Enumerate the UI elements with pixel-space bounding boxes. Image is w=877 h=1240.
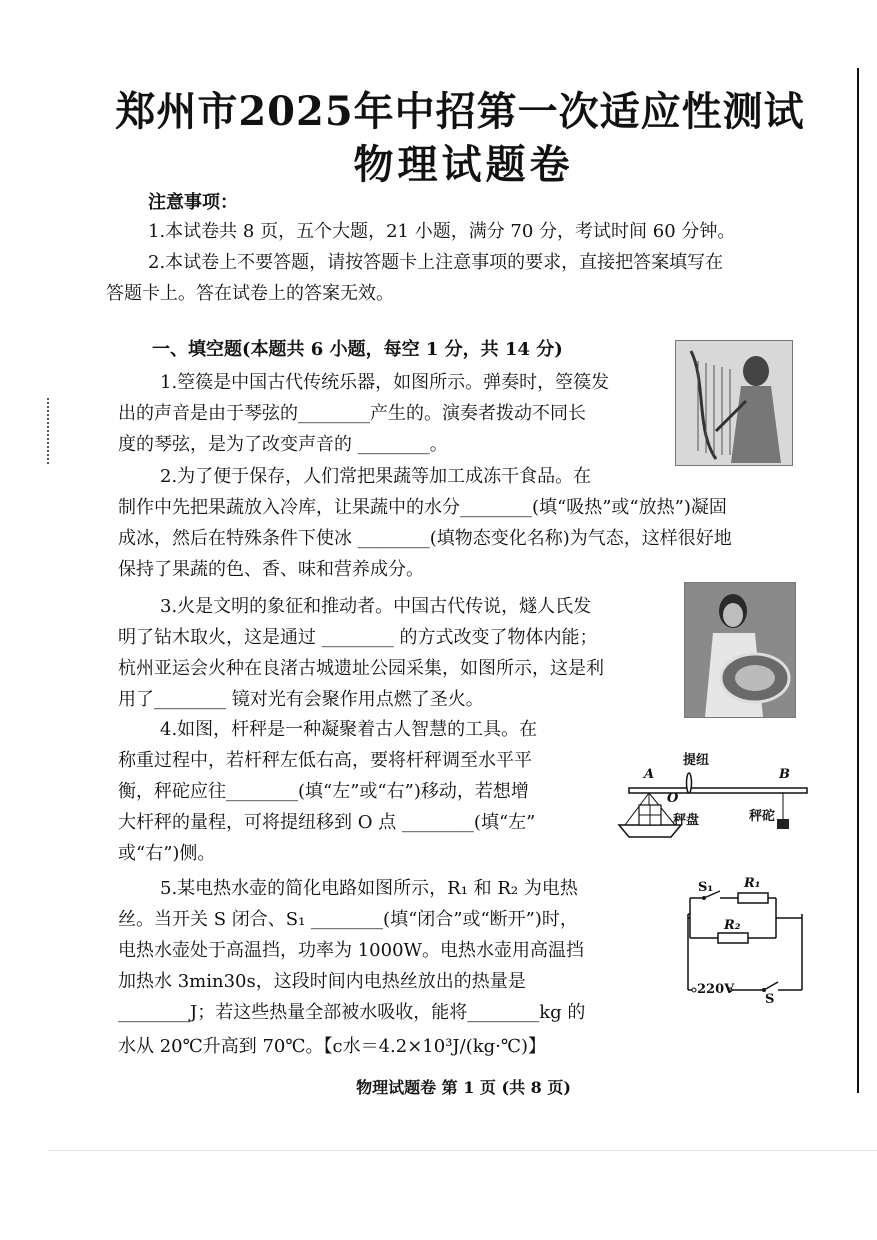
- notice-item-2-line1: 2.本试卷上不要答题，请按答题卡上注意事项的要求，直接把答案填写在: [148, 252, 724, 273]
- circuit-figure: [660, 872, 810, 1010]
- q3-line2: 明了钻木取火，这是通过 ________ 的方式改变了物体内能；: [118, 627, 598, 648]
- q2-line4: 保持了果蔬的色、香、味和营养成分。: [118, 559, 424, 580]
- konghou-illustration: [676, 341, 792, 465]
- q5-line2: 丝。当开关 S 闭合、S₁ ________(填“闭合”或“断开”)时，: [118, 909, 578, 930]
- circuit-label-s: S: [765, 992, 775, 1007]
- konghou-photo: [675, 340, 793, 466]
- exam-title: 郑州市2025年中招第一次适应性测试: [115, 88, 805, 135]
- steelyard-label-tuo: 秤砣: [749, 809, 776, 824]
- bottom-divider: [47, 1150, 877, 1151]
- flame-collection-photo: [684, 582, 796, 718]
- steelyard-label-a: A: [644, 767, 655, 782]
- section-heading: 一、填空题(本题共 6 小题，每空 1 分，共 14 分): [152, 339, 563, 360]
- circuit-label-r1: R₁: [744, 876, 761, 891]
- steelyard-label-o: O: [667, 791, 679, 806]
- circuit-label-r2: R₂: [724, 918, 741, 933]
- q4-line1: 4.如图，杆秤是一种凝聚着古人智慧的工具。在: [160, 719, 538, 740]
- q4-line2: 称重过程中，若杆秤左低右高，要将杆秤调至水平平: [118, 750, 532, 771]
- q4-line5: 或“右”)侧。: [118, 843, 216, 864]
- q5-line3: 电热水壶处于高温挡，功率为 1000W。电热水壶用高温挡: [118, 940, 585, 961]
- q5-line4: 加热水 3min30s，这段时间内电热丝放出的热量是: [118, 971, 526, 992]
- notice-item-2-line2: 答题卡上。答在试卷上的答案无效。: [106, 283, 394, 304]
- page-footer: 物理试题卷 第 1 页 (共 8 页): [356, 1078, 571, 1097]
- q2-line1: 2.为了便于保存，人们常把果蔬等加工成冻干食品。在: [160, 466, 592, 487]
- exam-subtitle: 物理试题卷: [353, 141, 574, 188]
- notice-heading: 注意事项：: [148, 192, 238, 213]
- q5-line6: 水从 20℃升高到 70℃。【c水＝4.2×10³J/(kg·℃)】: [118, 1036, 547, 1057]
- steelyard-label-tizhu: 提纽: [683, 753, 710, 768]
- circuit-label-s1: S₁: [698, 880, 714, 895]
- q4-line3: 衡，秤砣应往________(填“左”或“右”)移动，若想增: [118, 781, 529, 802]
- steelyard-figure: [615, 745, 815, 850]
- q3-line1: 3.火是文明的象征和推动者。中国古代传说，燧人氏发: [160, 596, 592, 617]
- q2-line3: 成冰，然后在特殊条件下使冰 ________(填物态变化名称)为气态，这样很好地: [118, 528, 732, 549]
- q3-line4: 用了________ 镜对光有会聚作用点燃了圣火。: [118, 689, 484, 710]
- q2-line2: 制作中先把果蔬放入冷库，让果蔬中的水分________(填“吸热”或“放热”)凝固: [118, 497, 727, 518]
- circuit-diagram: [660, 872, 810, 1010]
- flame-collection-illustration: [685, 583, 795, 717]
- steelyard-label-b: B: [779, 767, 790, 782]
- q1-line3: 度的琴弦，是为了改变声音的 ________。: [118, 434, 448, 455]
- steelyard-diagram: [615, 745, 815, 850]
- q1-line1: 1.箜篌是中国古代传统乐器，如图所示。弹奏时，箜篌发: [160, 372, 610, 393]
- q5-line1: 5.某电热水壶的简化电路如图所示，R₁ 和 R₂ 为电热: [160, 878, 578, 899]
- margin-line: [857, 68, 859, 1093]
- q5-line5: ________J；若这些热量全部被水吸收，能将________kg 的: [118, 1002, 586, 1023]
- circuit-label-voltage: 220V: [697, 982, 735, 997]
- steelyard-label-pan: 秤盘: [673, 813, 700, 828]
- q3-line3: 杭州亚运会火种在良渚古城遗址公园采集，如图所示，这是利: [118, 658, 604, 679]
- notice-item-1: 1.本试卷共 8 页，五个大题，21 小题，满分 70 分，考试时间 60 分钟。: [148, 221, 736, 242]
- q4-line4: 大杆秤的量程，可将提纽移到 O 点 ________(填“左”: [118, 812, 536, 833]
- q1-line2: 出的声音是由于琴弦的________产生的。演奏者拨动不同长: [118, 403, 586, 424]
- binding-dotted-line: [47, 398, 49, 464]
